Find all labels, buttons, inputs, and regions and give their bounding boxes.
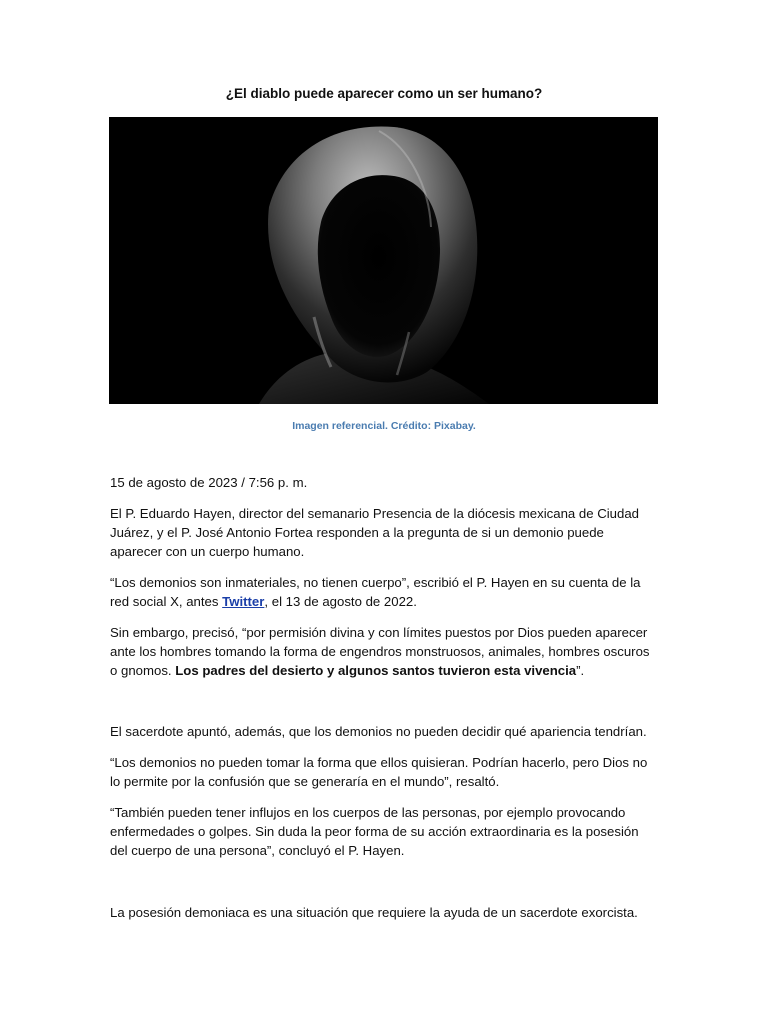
paragraph-3-text-end: ”. xyxy=(576,663,585,678)
paragraph-3-text-start: Sin embargo, precisó, “por permisión divina y con límites puestos por Dios pueden aparecer ante los hombres tomando la forma de engendros monstruosos, animales, hombres oscuros o gnomos. xyxy=(110,625,650,678)
paragraph-5: “Los demonios no pueden tomar la forma que ellos quisieran. Podrían hacerlo, pero Dios no lo permite por la confusión que se generaría en el mundo”, resaltó. xyxy=(110,755,648,789)
twitter-link[interactable]: Twitter xyxy=(222,594,265,609)
paragraph-3-bold-text: Los padres del desierto y algunos santos tuvieron esta vivencia xyxy=(175,663,577,678)
image-caption: Imagen referencial. Crédito: Pixabay. xyxy=(292,420,476,432)
paragraph-6: “También pueden tener influjos en los cuerpos de las personas, por ejemplo provocando enfermedades o golpes. Sin duda la peor forma de su acción extraordinaria es la posesión del cuerpo de una persona”, concluyó el P. Hayen. xyxy=(110,805,639,858)
paragraph-2-text-end: , el 13 de agosto de 2022. xyxy=(264,594,417,609)
article-title: ¿El diablo puede aparecer como un ser humano? xyxy=(225,86,543,101)
paragraph-2 xyxy=(110,573,658,611)
paragraph-7: La posesión demoniaca es una situación que requiere la ayuda de un sacerdote exorcista. xyxy=(110,905,638,920)
hooded-figure-image xyxy=(109,117,658,404)
paragraph-1: El P. Eduardo Hayen, director del semanario Presencia de la diócesis mexicana de Ciudad Juárez, y el P. José Antonio Fortea responden a la pregunta de si un demonio puede aparecer con un cuerpo humano. xyxy=(110,506,640,559)
paragraph-2-text-start: “Los demonios son inmateriales, no tienen cuerpo”, escribió el P. Hayen en su cuenta de la red social X, antes xyxy=(110,575,641,609)
paragraph-3 xyxy=(110,623,658,680)
article-date: 15 de agosto de 2023 / 7:56 p. m. xyxy=(110,475,308,490)
hooded-figure-illustration xyxy=(109,117,658,404)
paragraph-4: El sacerdote apuntó, además, que los demonios no pueden decidir qué apariencia tendrían. xyxy=(110,724,647,739)
